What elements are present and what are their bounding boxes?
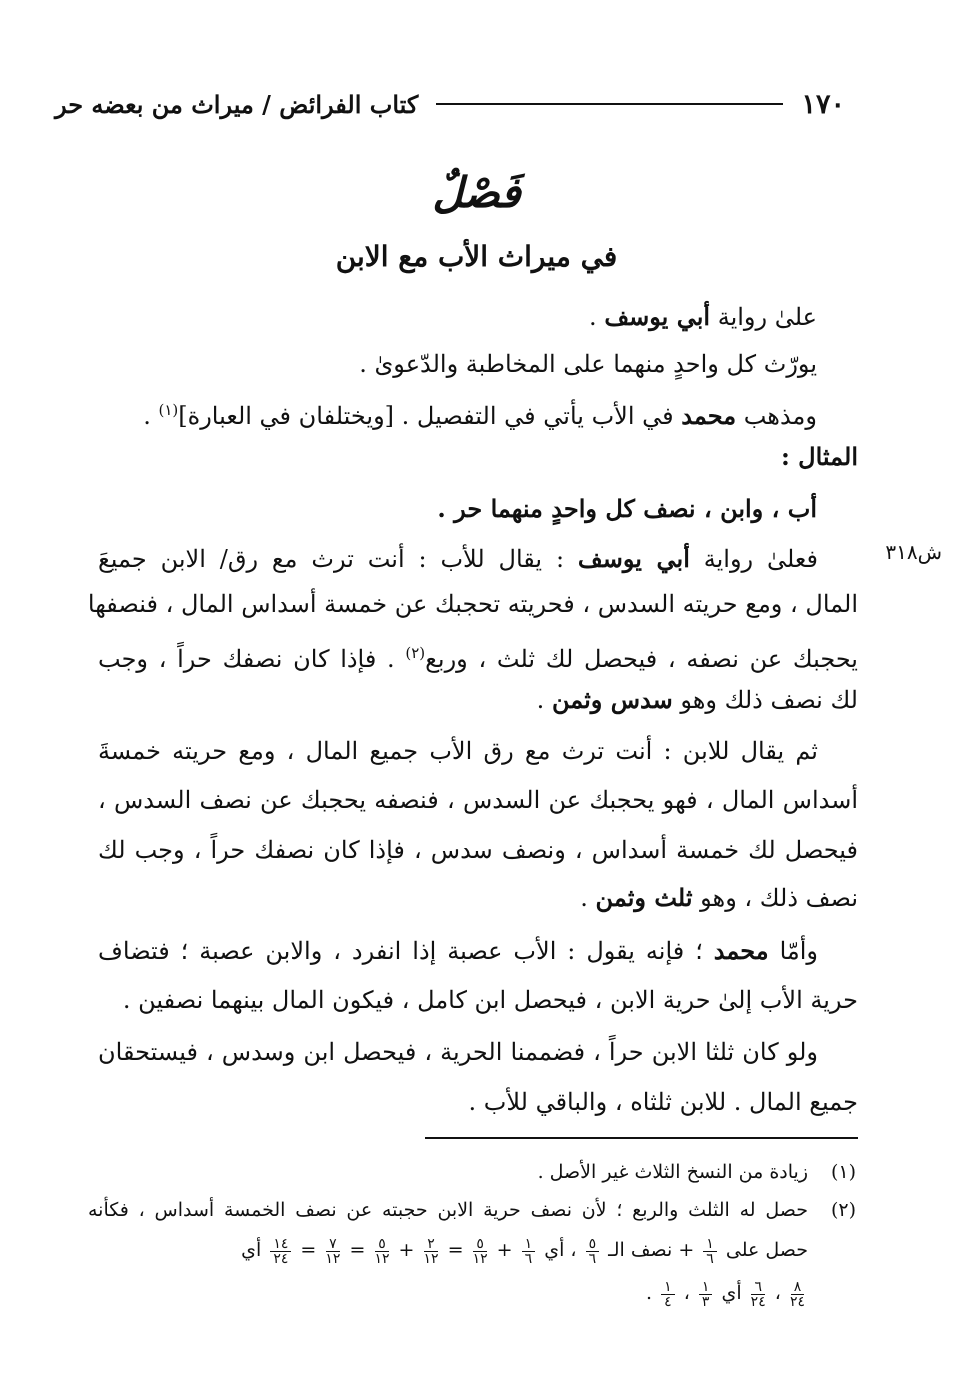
page-number: ١٧٠ xyxy=(801,88,845,120)
header-rule xyxy=(436,103,783,105)
fraction: $\frac{١}{٦}$ xyxy=(522,1237,536,1266)
body-line: جميع المال . للابن ثلثاه ، والباقي للأب . xyxy=(468,1088,858,1116)
fraction: $\frac{٥}{٦}$ xyxy=(586,1237,600,1266)
fraction: $\frac{١}{٤}$ xyxy=(661,1280,675,1309)
example-line: أب ، وابن ، نصف كل واحدٍ منهما حر . xyxy=(437,494,817,523)
fraction: $\frac{١}{٣}$ xyxy=(699,1280,713,1309)
body-line: ثم يقال للابن : أنت ترث مع رق الأب جميع المال ، ومع حريته خمسةَ xyxy=(98,737,818,765)
body-line: أسداس المال ، فهو يحجبك عن السدس ، فنصفه يحجبك عن نصف السدس ، xyxy=(98,786,858,814)
footnote-number: (١) xyxy=(830,1161,856,1183)
section-ornament: فَصْلٌ xyxy=(432,168,521,217)
fraction: $\frac{١}{٦}$ xyxy=(703,1237,717,1266)
footnote-2-math-line: $\frac{٨}{٢٤}$ ، $\frac{٦}{٢٤}$ أي $\frac{١}{٣}$ ، $\frac{١}{٤}$ . xyxy=(646,1278,805,1310)
body-line: وأمّا محمد ؛ فإنه يقول : الأب عصبة إذا انفرد ، والابن عصبة ؛ فتضاف xyxy=(98,936,818,965)
footnote-ref-1[interactable]: (١) xyxy=(158,401,179,419)
fraction: $\frac{٥}{١٢}$ xyxy=(472,1235,488,1267)
fraction: $\frac{٦}{٢٤}$ xyxy=(750,1278,766,1310)
footnote-number: (٢) xyxy=(830,1199,856,1221)
fraction: $\frac{٢}{١٢}$ xyxy=(423,1235,439,1267)
name-abu-yusuf: أبي يوسف xyxy=(604,302,711,331)
footnote-2-math-line: حصل على $\frac{١}{٦}$ + نصف الـ $\frac{٥}{٦}$ ، أي $\frac{١}{٦}$ + $\frac{٥}{١٢}$ = $\frac{٢}{١٢}$ + $\frac{٥}{١٢}$ = $\frac{٧}{١٢}$ = $\frac{١٤}{٢٤}$ أي xyxy=(241,1235,808,1267)
footnote-2: (٢) حصل له الثلث والربع ؛ لأن نصف حرية الابن حجبته عن نصف الخمسة أسداس ، فكأنه xyxy=(88,1195,858,1225)
footnote-ref-2[interactable]: (٢) xyxy=(405,644,426,662)
running-title: كتاب الفرائض / ميراث من بعضه حر xyxy=(55,89,419,119)
body-line: فيحصل لك خمسة أسداس ، ونصف سدس ، فإذا كان نصفك حراً ، وجب لك xyxy=(98,836,858,864)
fraction: $\frac{٥}{١٢}$ xyxy=(374,1235,390,1267)
body-line: لك نصف ذلك وهو سدس وثمن . xyxy=(536,685,858,714)
body-line: ولو كان ثلثا الابن حراً ، فضممنا الحرية ، فيحصل ابن وسدس ، فيستحقان xyxy=(98,1038,818,1066)
body-line: نصف ذلك ، وهو ثلث وثمن . xyxy=(580,883,858,912)
body-line: يورّث كل واحدٍ منهما على المخاطبة والدّعوىٰ . xyxy=(359,350,817,378)
fraction: $\frac{٨}{٢٤}$ xyxy=(789,1278,805,1310)
body-line: المال ، ومع حريته السدس ، فحريته تحجبك عن خمسة أسداس المال ، فنصفها xyxy=(87,590,858,618)
body-line: علىٰ رواية أبي يوسف . xyxy=(589,302,817,331)
fraction: $\frac{٧}{١٢}$ xyxy=(325,1235,341,1267)
example-heading: المثال : xyxy=(780,442,858,471)
fraction: $\frac{١٤}{٢٤}$ xyxy=(270,1237,291,1266)
body-line: حرية الأب إلىٰ حرية الابن ، فيحصل ابن كامل ، فيكون المال بينهما نصفين . xyxy=(122,986,858,1014)
body-line: فعلىٰ رواية أبي يوسف : يقال للأب : أنت ترث مع رق/ الابن جميعَ xyxy=(98,544,818,573)
footnote-1: (١) زيادة من النسخ الثلاث غير الأصل . xyxy=(88,1157,858,1187)
body-line: يحجبك عن نصفه ، فيحصل لك ثلث ، وربع$^{(٢)}$ . فإذا كان نصفك حراً ، وجب xyxy=(98,644,858,673)
margin-page-reference: ش٣١٨ xyxy=(885,540,942,564)
section-title: في ميراث الأب مع الابن xyxy=(335,240,618,273)
footnote-rule xyxy=(425,1137,858,1139)
body-line: ومذهب محمد في الأب يأتي في التفصيل . [ويختلفان في العبارة]$^{(١)}$ . xyxy=(143,401,817,430)
running-header xyxy=(55,84,845,124)
